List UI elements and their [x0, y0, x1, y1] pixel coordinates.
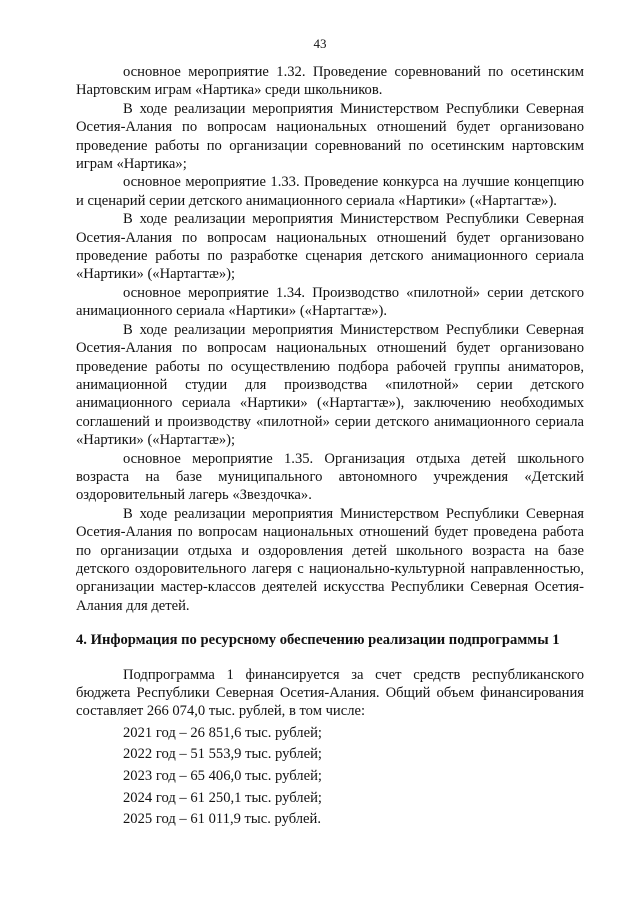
paragraph-event-1-35-details: В ходе реализации мероприятия Министерством Республики Северная Осетия-Алания по вопросам национальных отношений будет проведена работа по организации отдыха и оздоровления детей школьного возраста на базе детского оздоровительного лагеря с национально-культурной направленностью, организации мастер-классов деятелей искусства Республики Северная Осетия-Алания для детей. — [76, 505, 584, 614]
funding-year-2023: 2023 год – 65 406,0 тыс. рублей; — [123, 768, 322, 784]
paragraph-event-1-33-details: В ходе реализации мероприятия Министерством Республики Северная Осетия-Алания по вопросам национальных отношений будет организовано проведение работы по разработке сценария детского анимационного сериала «Нартики» («Нартагтæ»); — [76, 211, 584, 283]
paragraph-event-1-34: основное мероприятие 1.34. Производство «пилотной» серии детского анимационного сериала «Нартики» («Нартагтæ»). — [76, 284, 584, 320]
funding-paragraph: Подпрограмма 1 финансируется за счет средств республиканского бюджета Республики Северная Осетия-Алания. Общий объем финансирования составляет 266 074,0 тыс. рублей, в том числе: — [76, 666, 584, 720]
page-number: 43 — [313, 36, 327, 51]
paragraph-event-1-32: основное мероприятие 1.32. Проведение соревнований по осетинским Нартовским играм «Нартика» среди школьников. — [76, 64, 584, 99]
funding-year-2021: 2021 год – 26 851,6 тыс. рублей; — [123, 724, 322, 741]
paragraph-event-1-35: основное мероприятие 1.35. Организация отдыха детей школьного возраста на базе муниципального автономного учреждения «Детский оздоровительный лагерь «Звездочка». — [76, 450, 584, 504]
page-content — [76, 63, 584, 831]
paragraph-event-1-33: основное мероприятие 1.33. Проведение конкурса на лучшие концепцию и сценарий серии детского анимационного сериала «Нартики» («Нартагтæ»). — [76, 174, 584, 209]
funding-year-2025: 2025 год – 61 011,9 тыс. рублей. — [123, 811, 321, 828]
funding-by-year-list — [76, 723, 584, 831]
funding-year-2022: 2022 год – 51 553,9 тыс. рублей; — [123, 746, 322, 763]
funding-year-2024: 2024 год – 61 250,1 тыс. рублей; — [123, 789, 322, 806]
section-heading: 4. Информация по ресурсному обеспечению реализации подпрограммы 1 — [76, 632, 560, 649]
paragraph-event-1-34-details: В ходе реализации мероприятия Министерством Республики Северная Осетия-Алания по вопросам национальных отношений будет организовано проведение работы по осуществлению подбора рабочей группы аниматоров, анимационной студии для производства «пилотной» серии детского анимационного сериала «Нартики» («Нартагтæ»), заключению необходимых соглашений и производству «пилотной» серии детского анимационного сериала «Нартики» («Нартагтæ»); — [76, 321, 584, 449]
paragraph-event-1-32-details: В ходе реализации мероприятия Министерством Республики Северная Осетия-Алания по вопросам национальных отношений будет организовано проведение работы по организации соревнований по осетинским нартовским играм «Нартика»; — [76, 100, 584, 173]
